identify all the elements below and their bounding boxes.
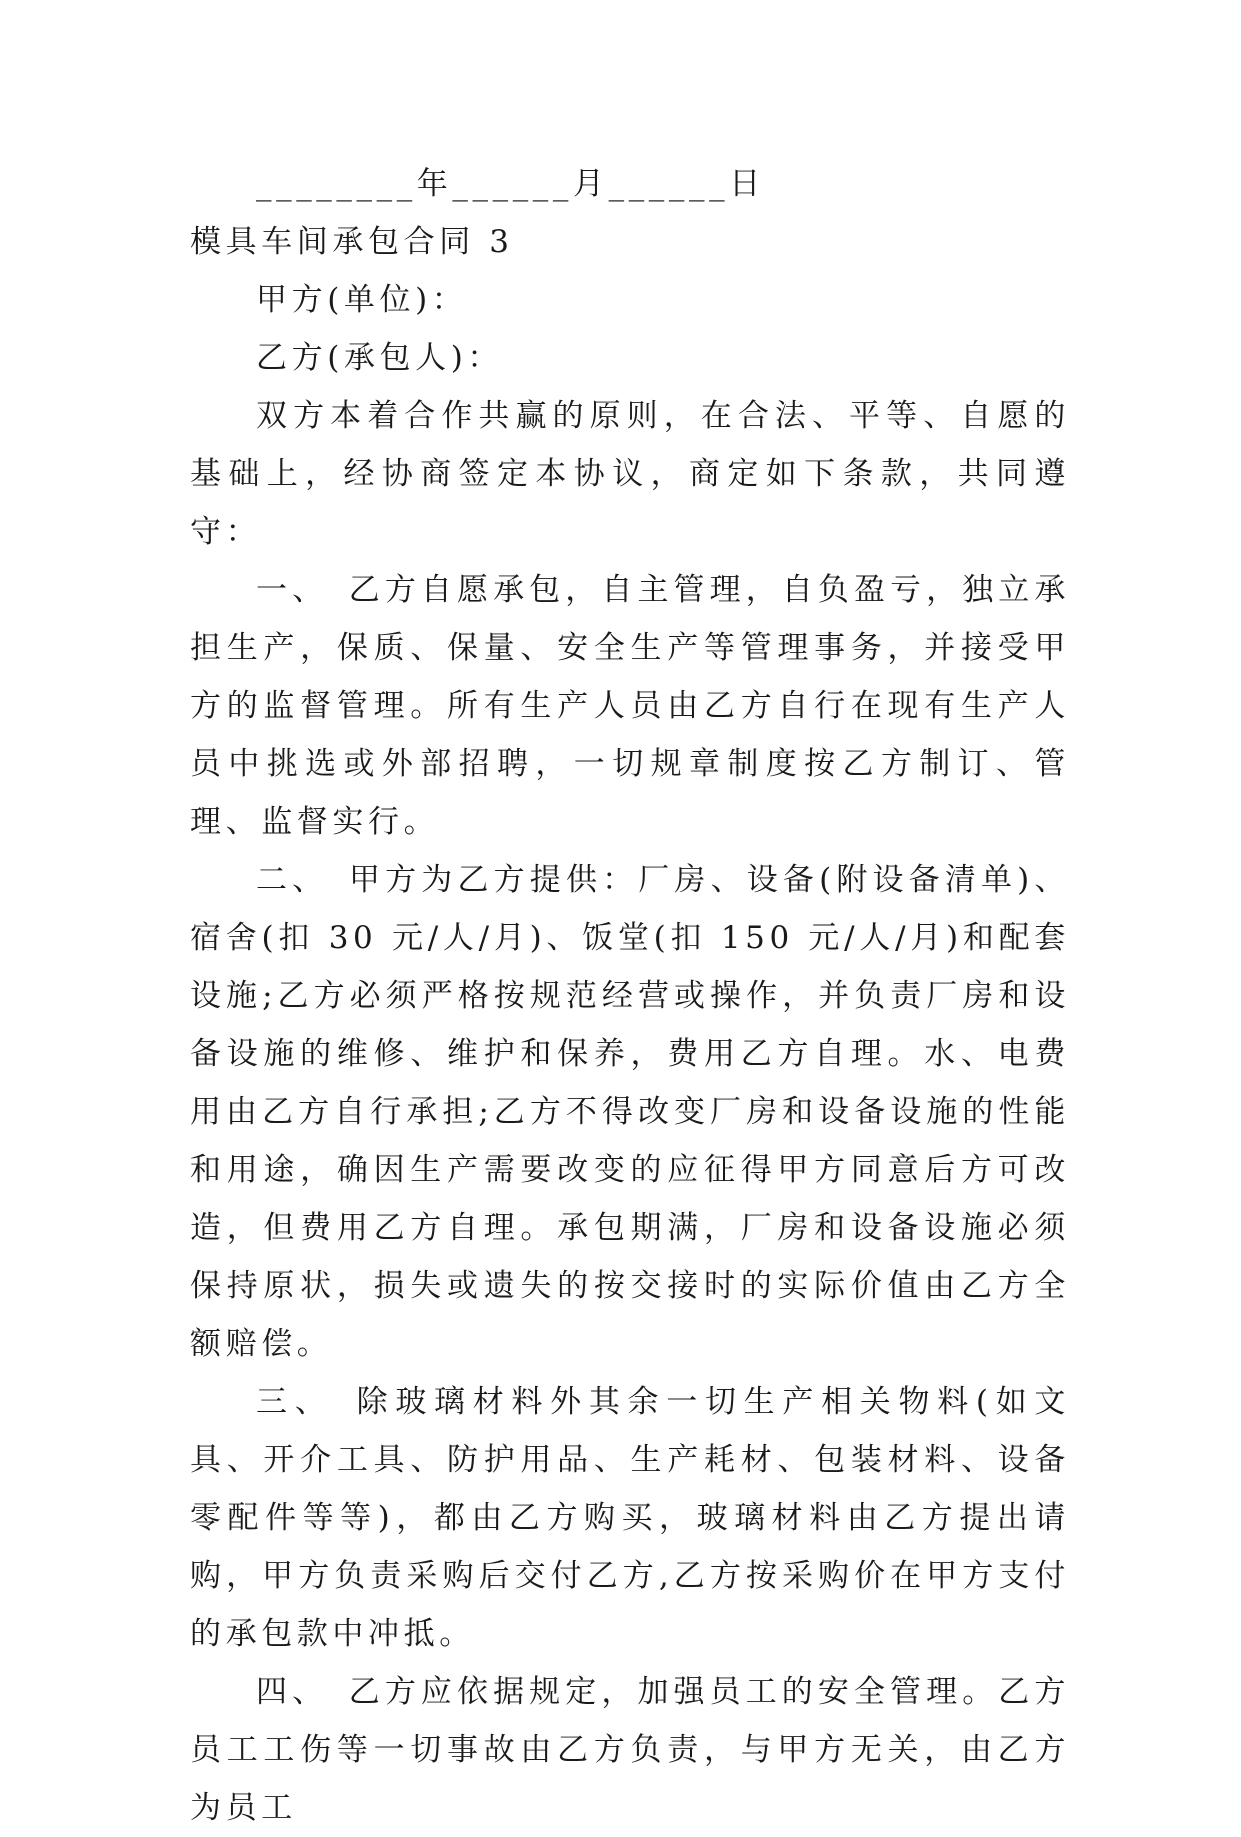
clause-2: 二、 甲方为乙方提供：厂房、设备(附设备清单)、宿舍(扣 30 元/人/月)、饭堂(扣 150 元/人/月)和配套设施;乙方必须严格按规范经营或操作，并负责厂房和设备设施的维修、维护和保养，费用乙方自理。水、电费用由乙方自行承担;乙方不得改变厂房和设备设施的性能和用途，确因生产需要改变的应征得甲方同意后方可改造，但费用乙方自理。承包期满，厂房和设备设施必须保持原状，损失或遗失的按交接时的实际价值由乙方全额赔偿。 bbox=[190, 862, 1070, 1362]
party-a-line: 甲方(单位)： bbox=[256, 282, 468, 318]
contract-title: 模具车间承包合同 3 bbox=[190, 224, 514, 260]
clause-1: 一、 乙方自愿承包，自主管理，自负盈亏，独立承担生产，保质、保量、安全生产等管理事务，并接受甲方的监督管理。所有生产人员由乙方自行在现有生产人员中挑选或外部招聘，一切规章制度按乙方制订、管理、监督实行。 bbox=[190, 572, 1070, 840]
clause-4: 四、 乙方应依据规定，加强员工的安全管理。乙方员工工伤等一切事故由乙方负责，与甲方无关，由乙方为员工 bbox=[190, 1674, 1070, 1826]
document-page bbox=[190, 155, 1070, 1837]
intro-paragraph: 双方本着合作共赢的原则，在合法、平等、自愿的基础上，经协商签定本协议，商定如下条款，共同遵守： bbox=[190, 398, 1070, 550]
clause-3: 三、 除玻璃材料外其余一切生产相关物料(如文具、开介工具、防护用品、生产耗材、包装材料、设备零配件等等)，都由乙方购买，玻璃材料由乙方提出请购，甲方负责采购后交付乙方,乙方按采购价在甲方支付的承包款中冲抵。 bbox=[190, 1384, 1070, 1652]
party-b-line: 乙方(承包人)： bbox=[256, 340, 503, 376]
date-line: ________年______月______日 bbox=[256, 166, 765, 202]
